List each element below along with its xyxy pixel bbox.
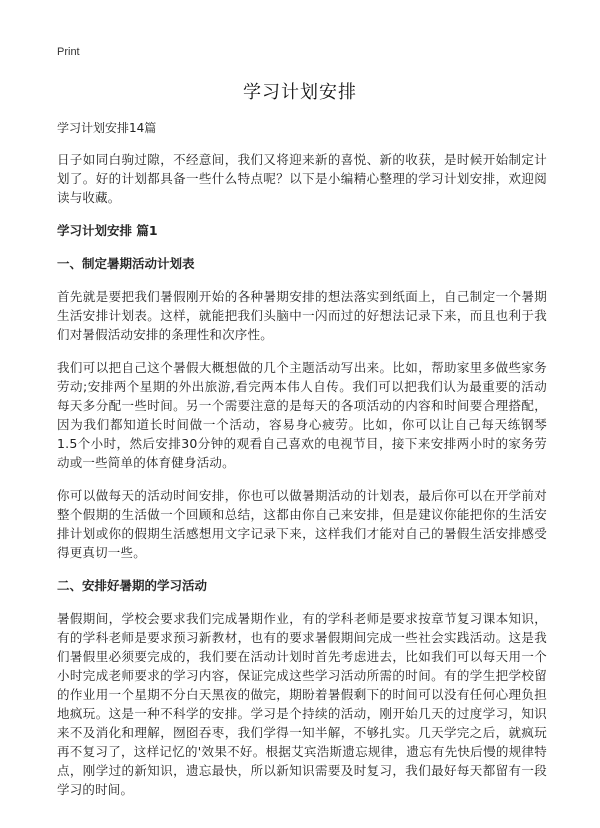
intro-paragraph: 日子如同白驹过隙，不经意间，我们又将迎来新的喜悦、新的收获，是时候开始制定计划了。好的计划都具备一些什么特点呢？以下是小编精心整理的学习计划安排，欢迎阅读与收藏。: [57, 152, 547, 205]
section-heading-1: 一、制定暑期活动计划表: [57, 256, 195, 271]
section-2-paragraph-1: 暑假期间，学校会要求我们完成暑期作业，有的学科老师是要求按章节复习课本知识，有的学科老师是要求预习新教材，也有的要求暑假期间完成一些社会实践活动。这是我们暑假里必须要完成的，我们要在活动计划时首先考虑进去，比如我们可以每天用一个小时完成老师要求的学习内容，保证完成这些学习活动所需的时间。有的学生把学校留的作业用一个星期不分白天黑夜的做完，期盼着暑假剩下的时间可以没有任何心理负担地疯玩。这是一种不科学的安排。学习是个持续的活动，刚开始几天的过度学习，知识来不及消化和理解，囫囵吞枣，我们学得一知半解，不够扎实。几天学完之后，就疯玩再不复习了，这样记忆的'效果不好。根据艾宾浩斯遗忘规律，遗忘有先快后慢的规律特点，刚学过的新知识，遗忘最快，所以新知识需要及时复习，我们最好每天都留有一段学习的时间。: [57, 611, 547, 797]
part-heading: 学习计划安排 篇1: [57, 223, 158, 238]
section-1-paragraph-3: 你可以做每天的活动时间安排，你也可以做暑期活动的计划表，最后你可以在开学前对整个假期的生活做一个回顾和总结，这都由你自己来安排，但是建议你能把你的生活安排计划或你的假期生活感想用文字记录下来，这样我们才能对自己的暑假生活安排感受得更真切一些。: [57, 488, 547, 560]
section-1-paragraph-2: 我们可以把自己这个暑假大概想做的几个主题活动写出来。比如，帮助家里多做些家务劳动;安排两个星期的外出旅游,看完两本伟人自传。我们可以把我们认为最重要的活动每天多分配一些时间。另一个需要注意的是每天的各项活动的内容和时间要合理搭配，因为我们都知道长时间做一个活动，容易身心疲劳。比如，你可以让自己每天练钢琴1.5个小时，然后安排30分钟的观看自己喜欢的电视节目，接下来安排两小时的家务劳动或一些简单的体育健身活动。: [57, 360, 547, 470]
document-subtitle: 学习计划安排14篇: [57, 121, 157, 135]
section-1-paragraph-1: 首先就是要把我们暑假刚开始的各种暑期安排的想法落实到纸面上，自己制定一个暑期生活安排计划表。这样，就能把我们头脑中一闪而过的好想法记录下来，而且也利于我们对暑假活动安排的条理性和次序性。: [57, 289, 547, 342]
document-body: [57, 118, 547, 813]
document-title: 学习计划安排: [243, 82, 357, 103]
print-link[interactable]: Print: [57, 46, 80, 58]
section-heading-2: 二、安排好暑期的学习活动: [57, 578, 208, 593]
